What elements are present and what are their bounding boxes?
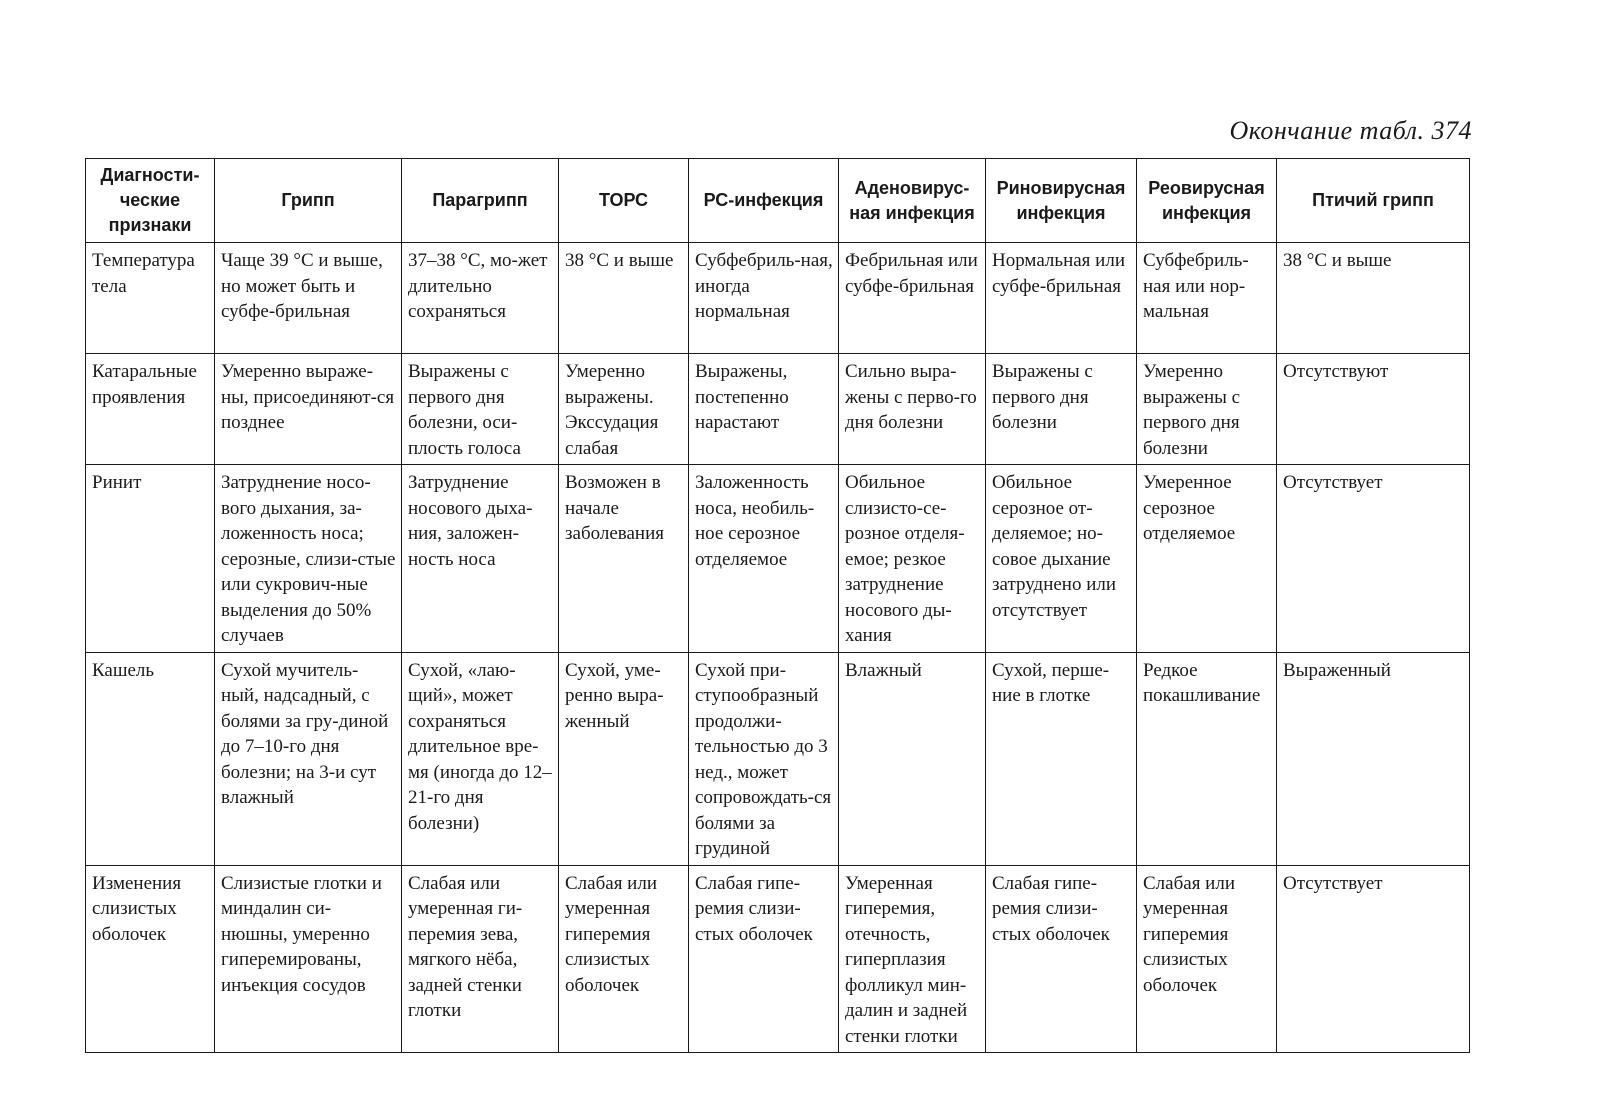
table-cell: Заложенность носа, необиль-ное серозное отделяемое (689, 465, 839, 653)
table-cell: Сухой при-ступообразный продолжи-тельностью до 3 нед., может сопровождать-ся болями за грудиной (689, 652, 839, 865)
table-cell: Обильное слизисто-се-розное отделя-емое; резкое затруднение носового ды-хания (839, 465, 986, 653)
table-caption: Окончание табл. 374 (1229, 116, 1472, 145)
header-cell: Аденовирус-ная инфекция (839, 159, 986, 243)
table-cell: Слабая или умеренная гиперемия слизистых оболочек (1137, 865, 1277, 1053)
table-cell: Субфебриль-ная, иногда нормальная (689, 243, 839, 354)
table-cell: Выраженный (1277, 652, 1470, 865)
header-cell: Грипп (215, 159, 402, 243)
table-row (86, 243, 1470, 354)
table-cell: Затруднение носового дыха-ния, заложен-ность носа (402, 465, 559, 653)
table-cell: Умеренно выражены с первого дня болезни (1137, 354, 1277, 465)
table-cell: Отсутствует (1277, 865, 1470, 1053)
table-cell: Редкое покашливание (1137, 652, 1277, 865)
table-cell: Нормальная или субфе-брильная (986, 243, 1137, 354)
table-cell: Слизистые глотки и миндалин си-нюшны, умеренно гиперемированы, инъекция сосудов (215, 865, 402, 1053)
header-cell: Диагности-ческие признаки (86, 159, 215, 243)
table-row (86, 652, 1470, 865)
table-cell: Умеренная гиперемия, отечность, гиперплазия фолликул мин-далин и задней стенки глотки (839, 865, 986, 1053)
table-cell: Возможен в начале заболевания (559, 465, 689, 653)
row-label-cell: Ринит (86, 465, 215, 653)
differential-diagnosis-table (85, 158, 1470, 1053)
table-row (86, 354, 1470, 465)
row-label-cell: Кашель (86, 652, 215, 865)
table-cell: Выражены с первого дня болезни (986, 354, 1137, 465)
table-cell: Чаще 39 °С и выше, но может быть и субфе-брильная (215, 243, 402, 354)
table-row (86, 865, 1470, 1053)
header-cell: ТОРС (559, 159, 689, 243)
table-cell: 38 °С и выше (559, 243, 689, 354)
table-cell: Умеренное серозное отделяемое (1137, 465, 1277, 653)
table-cell: Сухой, «лаю-щий», может сохраняться длительное вре-мя (иногда до 12–21-го дня болезни) (402, 652, 559, 865)
table-cell: Слабая гипе-ремия слизи-стых оболочек (986, 865, 1137, 1053)
table-row (86, 465, 1470, 653)
table-cell: Слабая гипе-ремия слизи-стых оболочек (689, 865, 839, 1053)
table-cell: Выражены с первого дня болезни, оси-плость голоса (402, 354, 559, 465)
row-label-cell: Катаральные проявления (86, 354, 215, 465)
table-cell: 38 °С и выше (1277, 243, 1470, 354)
table-cell: Фебрильная или субфе-брильная (839, 243, 986, 354)
table-cell: Слабая или умеренная ги-перемия зева, мягкого нёба, задней стенки глотки (402, 865, 559, 1053)
table-cell: Отсутствуют (1277, 354, 1470, 465)
table-cell: Затруднение носо-вого дыхания, за-ложенность носа; серозные, слизи-стые или сукрович-ные выделения до 50% случаев (215, 465, 402, 653)
header-cell: Реовирусная инфекция (1137, 159, 1277, 243)
table-cell: Выражены, постепенно нарастают (689, 354, 839, 465)
header-cell: Риновирусная инфекция (986, 159, 1137, 243)
table-cell: Умеренно выражены. Экссудация слабая (559, 354, 689, 465)
table-cell: Сухой, перше-ние в глотке (986, 652, 1137, 865)
table-cell: Влажный (839, 652, 986, 865)
table-cell: 37–38 °С, мо-жет длительно сохраняться (402, 243, 559, 354)
table-cell: Сухой, уме-ренно выра-женный (559, 652, 689, 865)
table-cell: Обильное серозное от-деляемое; но-совое дыхание затруднено или отсутствует (986, 465, 1137, 653)
row-label-cell: Температура тела (86, 243, 215, 354)
table-cell: Субфебриль-ная или нор-мальная (1137, 243, 1277, 354)
table-cell: Сухой мучитель-ный, надсадный, с болями за гру-диной до 7–10-го дня болезни; на 3-и сут влажный (215, 652, 402, 865)
header-cell: РС-инфекция (689, 159, 839, 243)
table-cell: Отсутствует (1277, 465, 1470, 653)
header-cell: Птичий грипп (1277, 159, 1470, 243)
table-cell: Сильно выра-жены с перво-го дня болезни (839, 354, 986, 465)
table-cell: Слабая или умеренная гиперемия слизистых оболочек (559, 865, 689, 1053)
row-label-cell: Изменения слизистых оболочек (86, 865, 215, 1053)
header-cell: Парагрипп (402, 159, 559, 243)
table-header-row (86, 159, 1470, 243)
table-cell: Умеренно выраже-ны, присоединяют-ся позднее (215, 354, 402, 465)
